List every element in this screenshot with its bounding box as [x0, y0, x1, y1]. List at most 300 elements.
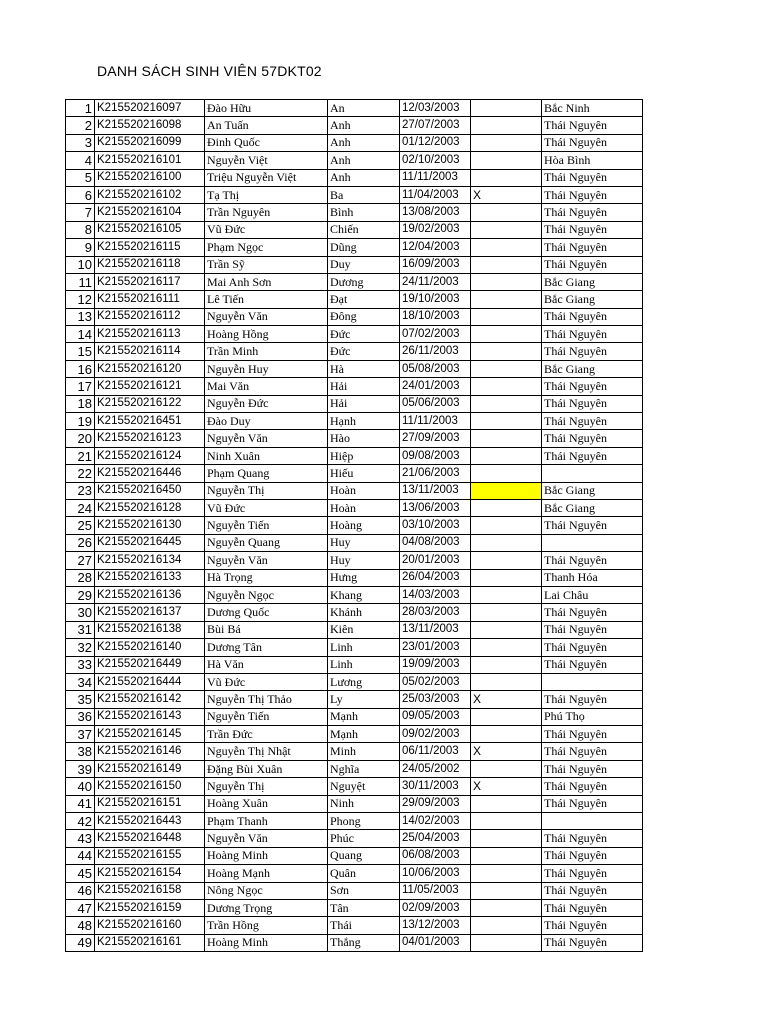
last-name: Nguyễn Đức [205, 395, 328, 412]
first-name: Thái [328, 917, 400, 934]
row-number: 32 [66, 639, 95, 656]
table-row [66, 726, 643, 743]
row-number: 47 [66, 899, 95, 916]
last-name: Dương Tân [205, 639, 328, 656]
last-name: Phạm Quang [205, 465, 328, 482]
last-name: Hoàng Hồng [205, 326, 328, 343]
last-name: Phạm Thanh [205, 813, 328, 830]
student-table-body [66, 100, 643, 952]
table-row [66, 552, 643, 569]
mark-cell [471, 100, 542, 117]
birth-date: 29/09/2003 [400, 795, 471, 812]
mark-cell [471, 395, 542, 412]
row-number: 27 [66, 552, 95, 569]
birth-date: 02/10/2003 [400, 152, 471, 169]
last-name: Nguyễn Văn [205, 308, 328, 325]
last-name: Nguyễn Văn [205, 830, 328, 847]
mark-cell [471, 291, 542, 308]
province: Thái Nguyên [542, 621, 643, 638]
row-number: 46 [66, 882, 95, 899]
table-row [66, 934, 643, 951]
first-name: Khang [328, 586, 400, 603]
province: Thái Nguyên [542, 743, 643, 760]
table-row [66, 917, 643, 934]
page-title: DANH SÁCH SINH VIÊN 57DKT02 [97, 63, 322, 79]
mark-cell [471, 360, 542, 377]
row-number: 14 [66, 326, 95, 343]
student-id: K215520216130 [95, 517, 205, 534]
student-id: K215520216149 [95, 760, 205, 777]
student-id: K215520216146 [95, 743, 205, 760]
row-number: 6 [66, 186, 95, 203]
table-row [66, 256, 643, 273]
first-name: Hoàn [328, 482, 400, 499]
student-id: K215520216449 [95, 656, 205, 673]
student-id: K215520216124 [95, 447, 205, 464]
birth-date: 14/03/2003 [400, 586, 471, 603]
student-id: K215520216100 [95, 169, 205, 186]
row-number: 17 [66, 378, 95, 395]
birth-date: 07/02/2003 [400, 326, 471, 343]
last-name: Nguyễn Văn [205, 430, 328, 447]
table-row [66, 239, 643, 256]
first-name: Sơn [328, 882, 400, 899]
province: Thái Nguyên [542, 917, 643, 934]
last-name: Trần Sỹ [205, 256, 328, 273]
table-row [66, 413, 643, 430]
last-name: Hoàng Xuân [205, 795, 328, 812]
mark-cell [471, 586, 542, 603]
first-name: Phúc [328, 830, 400, 847]
student-id: K215520216098 [95, 117, 205, 134]
first-name: Ba [328, 186, 400, 203]
row-number: 37 [66, 726, 95, 743]
table-row [66, 326, 643, 343]
table-row [66, 743, 643, 760]
last-name: Bùi Bá [205, 621, 328, 638]
province [542, 465, 643, 482]
province: Thái Nguyên [542, 934, 643, 951]
last-name: Nguyễn Ngọc [205, 586, 328, 603]
row-number: 8 [66, 221, 95, 238]
last-name: Trần Nguyên [205, 204, 328, 221]
birth-date: 04/01/2003 [400, 934, 471, 951]
province: Lai Châu [542, 586, 643, 603]
province: Thái Nguyên [542, 413, 643, 430]
mark-cell [471, 273, 542, 290]
last-name: Vũ Đức [205, 673, 328, 690]
student-id: K215520216134 [95, 552, 205, 569]
birth-date: 19/02/2003 [400, 221, 471, 238]
first-name: Hiệp [328, 447, 400, 464]
last-name: Nguyễn Thị [205, 778, 328, 795]
row-number: 11 [66, 273, 95, 290]
first-name: Anh [328, 134, 400, 151]
last-name: Mai Anh Sơn [205, 273, 328, 290]
row-number: 12 [66, 291, 95, 308]
first-name: Hào [328, 430, 400, 447]
last-name: Nguyễn Thị Thảo [205, 691, 328, 708]
first-name: Hà [328, 360, 400, 377]
province [542, 673, 643, 690]
mark-cell [471, 917, 542, 934]
table-row [66, 899, 643, 916]
table-row [66, 291, 643, 308]
first-name: Chiến [328, 221, 400, 238]
birth-date: 11/04/2003 [400, 186, 471, 203]
province: Thái Nguyên [542, 395, 643, 412]
student-id: K215520216133 [95, 569, 205, 586]
birth-date: 13/12/2003 [400, 917, 471, 934]
table-row [66, 778, 643, 795]
table-row [66, 691, 643, 708]
student-id: K215520216097 [95, 100, 205, 117]
province: Thái Nguyên [542, 221, 643, 238]
birth-date: 20/01/2003 [400, 552, 471, 569]
table-row [66, 152, 643, 169]
row-number: 22 [66, 465, 95, 482]
province: Thái Nguyên [542, 447, 643, 464]
student-id: K215520216136 [95, 586, 205, 603]
first-name: Minh [328, 743, 400, 760]
table-row [66, 569, 643, 586]
student-id: K215520216154 [95, 865, 205, 882]
table-row [66, 100, 643, 117]
first-name: Phong [328, 813, 400, 830]
first-name: Đức [328, 343, 400, 360]
last-name: Triệu Nguyễn Việt [205, 169, 328, 186]
first-name: Hưng [328, 569, 400, 586]
mark-cell [471, 865, 542, 882]
province [542, 534, 643, 551]
mark-cell [471, 482, 542, 499]
first-name: Hiếu [328, 465, 400, 482]
first-name: Tân [328, 899, 400, 916]
first-name: Ly [328, 691, 400, 708]
student-id: K215520216118 [95, 256, 205, 273]
student-id: K215520216140 [95, 639, 205, 656]
table-row [66, 169, 643, 186]
first-name: Huy [328, 534, 400, 551]
last-name: Lê Tiến [205, 291, 328, 308]
first-name: Linh [328, 656, 400, 673]
mark-cell [471, 569, 542, 586]
last-name: Vũ Đức [205, 499, 328, 516]
table-row [66, 673, 643, 690]
mark-cell [471, 899, 542, 916]
first-name: Nghĩa [328, 760, 400, 777]
table-row [66, 621, 643, 638]
row-number: 16 [66, 360, 95, 377]
mark-cell [471, 726, 542, 743]
table-row [66, 499, 643, 516]
birth-date: 26/11/2003 [400, 343, 471, 360]
mark-cell [471, 552, 542, 569]
row-number: 45 [66, 865, 95, 882]
province: Thái Nguyên [542, 326, 643, 343]
birth-date: 01/12/2003 [400, 134, 471, 151]
row-number: 31 [66, 621, 95, 638]
birth-date: 21/06/2003 [400, 465, 471, 482]
last-name: Nguyễn Quang [205, 534, 328, 551]
table-row [66, 534, 643, 551]
last-name: Đào Duy [205, 413, 328, 430]
birth-date: 13/11/2003 [400, 482, 471, 499]
row-number: 30 [66, 604, 95, 621]
last-name: Nguyễn Tiến [205, 708, 328, 725]
mark-cell [471, 795, 542, 812]
table-row [66, 221, 643, 238]
mark-cell [471, 517, 542, 534]
mark-cell: X [471, 186, 542, 203]
birth-date: 11/11/2003 [400, 169, 471, 186]
mark-cell [471, 934, 542, 951]
first-name: Thắng [328, 934, 400, 951]
mark-cell [471, 256, 542, 273]
row-number: 25 [66, 517, 95, 534]
row-number: 41 [66, 795, 95, 812]
table-row [66, 204, 643, 221]
province: Thái Nguyên [542, 169, 643, 186]
table-row [66, 378, 643, 395]
row-number: 26 [66, 534, 95, 551]
first-name: Đạt [328, 291, 400, 308]
student-id: K215520216155 [95, 847, 205, 864]
last-name: An Tuấn [205, 117, 328, 134]
province: Thái Nguyên [542, 795, 643, 812]
birth-date: 12/04/2003 [400, 239, 471, 256]
student-id: K215520216121 [95, 378, 205, 395]
table-row [66, 656, 643, 673]
table-row [66, 847, 643, 864]
student-id: K215520216445 [95, 534, 205, 551]
table-row [66, 865, 643, 882]
student-id: K215520216112 [95, 308, 205, 325]
first-name: Hải [328, 395, 400, 412]
student-id: K215520216444 [95, 673, 205, 690]
table-row [66, 360, 643, 377]
province: Thái Nguyên [542, 430, 643, 447]
row-number: 49 [66, 934, 95, 951]
student-id: K215520216160 [95, 917, 205, 934]
student-id: K215520216101 [95, 152, 205, 169]
birth-date: 11/11/2003 [400, 413, 471, 430]
birth-date: 12/03/2003 [400, 100, 471, 117]
mark-cell [471, 204, 542, 221]
table-row [66, 517, 643, 534]
birth-date: 02/09/2003 [400, 899, 471, 916]
province: Bắc Giang [542, 499, 643, 516]
birth-date: 03/10/2003 [400, 517, 471, 534]
province: Bắc Giang [542, 360, 643, 377]
province: Thái Nguyên [542, 760, 643, 777]
birth-date: 05/08/2003 [400, 360, 471, 377]
student-id: K215520216142 [95, 691, 205, 708]
student-id: K215520216137 [95, 604, 205, 621]
mark-cell [471, 882, 542, 899]
student-id: K215520216446 [95, 465, 205, 482]
mark-cell: X [471, 691, 542, 708]
student-id: K215520216113 [95, 326, 205, 343]
birth-date: 25/04/2003 [400, 830, 471, 847]
first-name: Khánh [328, 604, 400, 621]
row-number: 9 [66, 239, 95, 256]
table-row [66, 795, 643, 812]
birth-date: 13/08/2003 [400, 204, 471, 221]
row-number: 10 [66, 256, 95, 273]
row-number: 33 [66, 656, 95, 673]
table-row [66, 813, 643, 830]
last-name: Dương Trọng [205, 899, 328, 916]
birth-date: 27/07/2003 [400, 117, 471, 134]
row-number: 7 [66, 204, 95, 221]
mark-cell [471, 847, 542, 864]
province: Thái Nguyên [542, 778, 643, 795]
birth-date: 13/11/2003 [400, 621, 471, 638]
table-row [66, 830, 643, 847]
last-name: Trần Hồng [205, 917, 328, 934]
row-number: 44 [66, 847, 95, 864]
province: Thái Nguyên [542, 656, 643, 673]
table-row [66, 639, 643, 656]
first-name: Hoàn [328, 499, 400, 516]
first-name: Linh [328, 639, 400, 656]
student-id: K215520216122 [95, 395, 205, 412]
mark-cell [471, 169, 542, 186]
row-number: 21 [66, 447, 95, 464]
student-id: K215520216443 [95, 813, 205, 830]
last-name: Tạ Thị [205, 186, 328, 203]
student-id: K215520216123 [95, 430, 205, 447]
province: Thái Nguyên [542, 882, 643, 899]
last-name: Phạm Ngọc [205, 239, 328, 256]
birth-date: 24/05/2002 [400, 760, 471, 777]
first-name: Hải [328, 378, 400, 395]
last-name: Hoàng Minh [205, 847, 328, 864]
row-number: 48 [66, 917, 95, 934]
student-id: K215520216102 [95, 186, 205, 203]
birth-date: 26/04/2003 [400, 569, 471, 586]
province: Thái Nguyên [542, 517, 643, 534]
first-name: Anh [328, 169, 400, 186]
mark-cell [471, 604, 542, 621]
last-name: Ninh Xuân [205, 447, 328, 464]
first-name: Đông [328, 308, 400, 325]
birth-date: 18/10/2003 [400, 308, 471, 325]
row-number: 4 [66, 152, 95, 169]
first-name: Lương [328, 673, 400, 690]
last-name: Nguyễn Huy [205, 360, 328, 377]
province: Thái Nguyên [542, 639, 643, 656]
province: Thái Nguyên [542, 691, 643, 708]
row-number: 3 [66, 134, 95, 151]
last-name: Nguyễn Việt [205, 152, 328, 169]
row-number: 2 [66, 117, 95, 134]
table-row [66, 134, 643, 151]
mark-cell: X [471, 743, 542, 760]
student-id: K215520216114 [95, 343, 205, 360]
province: Bắc Ninh [542, 100, 643, 117]
birth-date: 04/08/2003 [400, 534, 471, 551]
row-number: 18 [66, 395, 95, 412]
first-name: Bình [328, 204, 400, 221]
row-number: 13 [66, 308, 95, 325]
mark-cell [471, 117, 542, 134]
birth-date: 19/10/2003 [400, 291, 471, 308]
student-id: K215520216138 [95, 621, 205, 638]
student-id: K215520216451 [95, 413, 205, 430]
student-id: K215520216099 [95, 134, 205, 151]
table-row [66, 308, 643, 325]
birth-date: 24/01/2003 [400, 378, 471, 395]
table-row [66, 117, 643, 134]
mark-cell [471, 708, 542, 725]
province: Bắc Giang [542, 291, 643, 308]
first-name: Mạnh [328, 726, 400, 743]
province [542, 813, 643, 830]
last-name: Hoàng Minh [205, 934, 328, 951]
province: Thái Nguyên [542, 186, 643, 203]
row-number: 1 [66, 100, 95, 117]
table-row [66, 708, 643, 725]
student-id: K215520216105 [95, 221, 205, 238]
last-name: Trần Đức [205, 726, 328, 743]
student-id: K215520216128 [95, 499, 205, 516]
birth-date: 09/02/2003 [400, 726, 471, 743]
student-id: K215520216104 [95, 204, 205, 221]
mark-cell [471, 673, 542, 690]
first-name: Quang [328, 847, 400, 864]
birth-date: 09/08/2003 [400, 447, 471, 464]
birth-date: 19/09/2003 [400, 656, 471, 673]
birth-date: 11/05/2003 [400, 882, 471, 899]
student-id: K215520216120 [95, 360, 205, 377]
table-row [66, 604, 643, 621]
row-number: 38 [66, 743, 95, 760]
student-id: K215520216151 [95, 795, 205, 812]
row-number: 35 [66, 691, 95, 708]
first-name: Hoàng [328, 517, 400, 534]
province: Hòa Bình [542, 152, 643, 169]
mark-cell [471, 326, 542, 343]
row-number: 29 [66, 586, 95, 603]
mark-cell [471, 621, 542, 638]
first-name: Hạnh [328, 413, 400, 430]
mark-cell [471, 221, 542, 238]
birth-date: 09/05/2003 [400, 708, 471, 725]
row-number: 28 [66, 569, 95, 586]
student-id: K215520216117 [95, 273, 205, 290]
province: Thái Nguyên [542, 239, 643, 256]
first-name: Huy [328, 552, 400, 569]
first-name: Anh [328, 117, 400, 134]
table-row [66, 273, 643, 290]
last-name: Nông Ngọc [205, 882, 328, 899]
province: Thái Nguyên [542, 865, 643, 882]
last-name: Trần Minh [205, 343, 328, 360]
last-name: Đặng Bùi Xuân [205, 760, 328, 777]
last-name: Mai Văn [205, 378, 328, 395]
last-name: Nguyễn Văn [205, 552, 328, 569]
student-id: K215520216448 [95, 830, 205, 847]
student-id: K215520216150 [95, 778, 205, 795]
table-row [66, 430, 643, 447]
mark-cell [471, 134, 542, 151]
mark-cell [471, 639, 542, 656]
mark-cell [471, 343, 542, 360]
table-row [66, 882, 643, 899]
mark-cell [471, 152, 542, 169]
